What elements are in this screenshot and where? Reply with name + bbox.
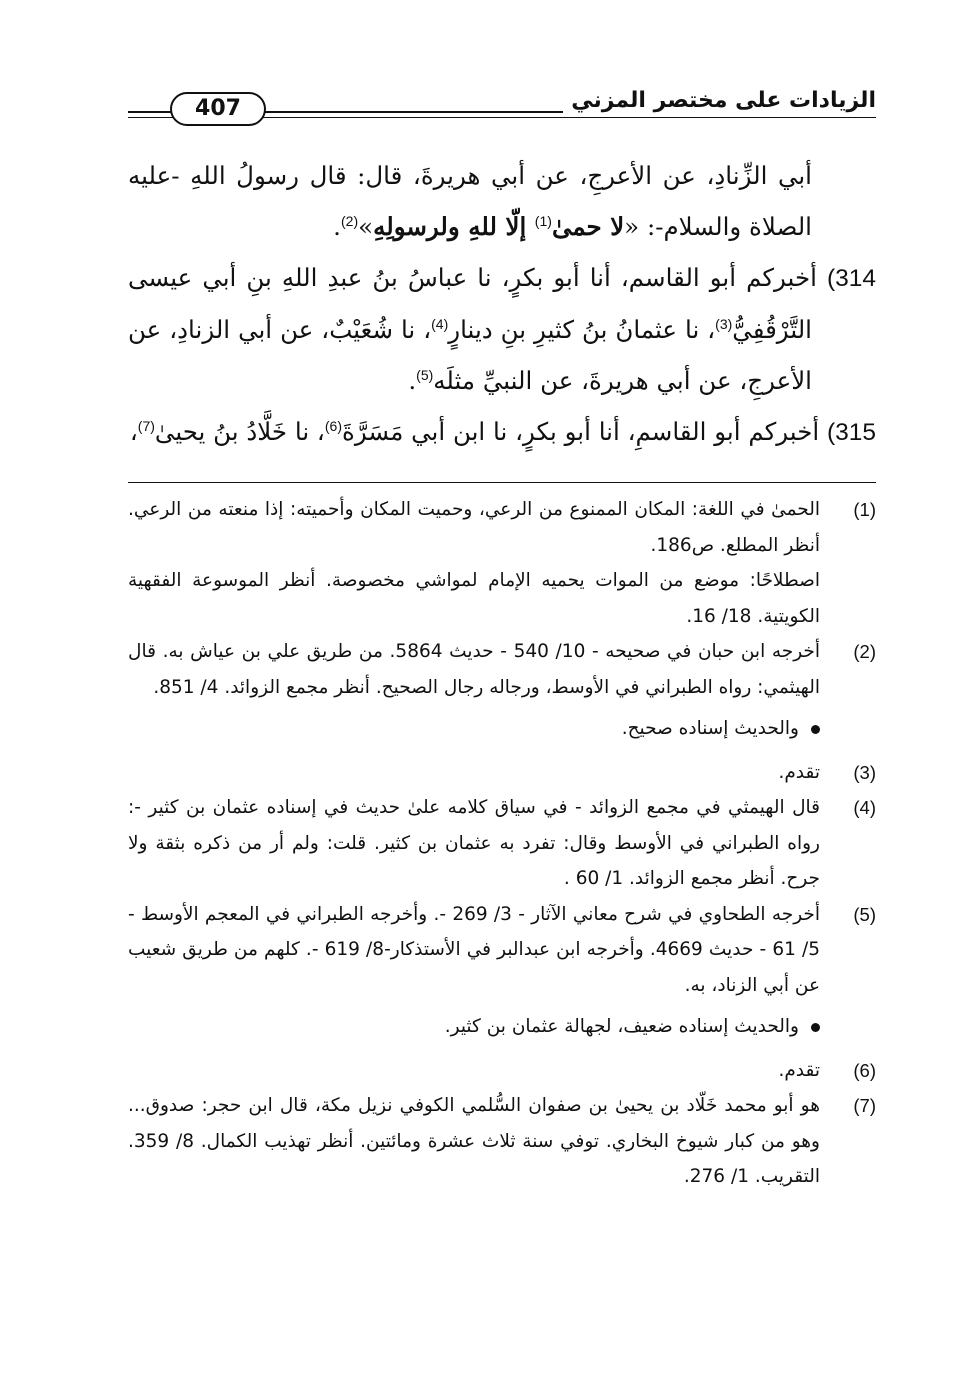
footnote-ref: (7)	[137, 417, 155, 434]
text-run: ، نا شُعَيْبٌ، عن أبي الزنادِ، عن الأعرجِ، عن أبي هريرةَ، عن النبيِّ مثلَه	[128, 315, 812, 395]
footnote-ref: (4)	[431, 315, 449, 332]
footnote-5-bullet	[128, 1009, 876, 1045]
footnote-number: (7)	[853, 1095, 876, 1116]
bullet-icon	[811, 725, 820, 734]
hadith-314	[128, 252, 876, 406]
footnote-text: أخرجه الطحاوي في شرح معاني الآثار - 3/ 269 -. وأخرجه الطبراني في المعجم الأوسط - 5/ 61 - حديث 4669. وأخرجه ابن عبدالبر في الأستذكار-8/ 619 -. كلهم من طريق شعيب عن أبي الزناد، به.	[128, 903, 821, 996]
footnote-ref: (2)	[340, 212, 359, 229]
hadith-315	[128, 406, 876, 458]
footnote-6	[128, 1053, 876, 1089]
footnote-text: قال الهيمثي في مجمع الزوائد - في سياق كلامه علىٰ حديث في إسناده عثمان بن كثير -: رواه الطبراني في الأوسط وقال: تفرد به عثمان بن كثير. قلت: ولم أر من ذكره بثقة ولا جرح. أنظر مجمع الزوائد. 1/ 60 .	[128, 797, 820, 889]
footnote-5	[128, 897, 876, 1004]
text-run: »	[358, 212, 374, 241]
running-title: الزيادات على مختصر المزني	[563, 88, 876, 113]
footnote-number: (6)	[853, 1059, 876, 1081]
footnote-number: (1)	[853, 499, 876, 520]
page-header	[128, 86, 876, 126]
bullet-icon	[811, 1023, 820, 1032]
bullet-text: والحديث إسناده صحيح.	[621, 718, 799, 739]
footnote-number: (3)	[853, 761, 876, 783]
footnote-1-continued: اصطلاحًا: موضع من الموات يحميه الإمام لمواشي مخصوصة. أنظر الموسوعة الفقهية الكويتية. 18/ 16.	[128, 570, 820, 627]
footnote-ref: (3)	[715, 315, 733, 332]
footnote-text: هو أبو محمد خَلّاد بن يحيىٰ بن صفوان السُّلمي الكوفي نزيل مكة، قال ابن حجر: صدوق... وهو من كبار شيوخ البخاري. توفي سنة ثلاث عشرة ومائتين. أنظر تهذيب الكمال. 8/ 359. التقريب. 1/ 276.	[128, 1095, 820, 1187]
text-run: أخبركم أبو القاسم، أنا أبو بكرٍ، نا عباسُ بنُ عبدِ اللهِ بنِ أبي عيسى التَّرْقُفِيُّ	[128, 263, 827, 344]
hadith-number: 315)	[826, 419, 876, 446]
footnote-ref: (5)	[416, 366, 434, 383]
footnote-2-bullet	[128, 711, 876, 747]
footnote-text: أخرجه ابن حبان في صحيحه - 10/ 540 - حديث 5864. من طريق علي بن عياش به. قال الهيثمي: رواه الطبراني في الأوسط، ورجاله رجال الصحيح. أنظر مجمع الزوائد. 4/ 851.	[128, 641, 820, 698]
page-number: 407	[170, 92, 266, 126]
paragraph-continuation	[128, 150, 876, 252]
text-run: ، نا عثمانُ بنُ كثيرِ بنِ دينارٍ	[448, 315, 716, 344]
footnote-1	[128, 492, 876, 563]
hadith-text: لا حمىٰ	[551, 212, 625, 241]
footnote-ref: (6)	[324, 417, 342, 434]
footnote-text: الحمىٰ في اللغة: المكان الممنوع من الرعي، وحميت المكان وأحميته: إذا منعته من الرعي. أنظر المطلع. ص186.	[128, 499, 820, 556]
text-run: أبي الزِّنادِ، عن الأعرجِ، عن أبي هريرةَ، قال: قال رسولُ اللهِ -عليه الصلاة والسلام-: «	[128, 161, 812, 241]
footnote-text: تقدم.	[778, 1059, 820, 1081]
text-run: .	[408, 366, 417, 395]
footnote-4	[128, 790, 876, 897]
footnote-number: (5)	[853, 903, 876, 925]
hadith-number: 314)	[826, 265, 876, 292]
footnotes	[128, 492, 876, 1195]
footnote-ref: (1)	[534, 212, 552, 229]
footnote-text: تقدم.	[778, 761, 820, 783]
text-run: ، نا خَلَّادُ بنُ يحيىٰ	[154, 417, 325, 446]
footnote-separator	[128, 482, 876, 483]
footnote-number: (2)	[853, 641, 876, 662]
footnote-2	[128, 634, 876, 705]
bullet-text: والحديث إسناده ضعيف، لجهالة عثمان بن كثير.	[444, 1016, 799, 1037]
text-run: ،	[129, 417, 138, 446]
text-run: .	[333, 212, 341, 241]
hadith-text: إلّا للهِ ولرسولِهِ	[373, 212, 535, 241]
footnote-7	[128, 1088, 876, 1195]
main-text	[128, 150, 876, 458]
text-run: أخبركم أبو القاسمِ، أنا أبو بكرٍ، نا ابن أبي مَسَرَّةَ	[341, 417, 827, 446]
footnote-number: (4)	[853, 797, 876, 818]
footnote-3	[128, 755, 876, 791]
